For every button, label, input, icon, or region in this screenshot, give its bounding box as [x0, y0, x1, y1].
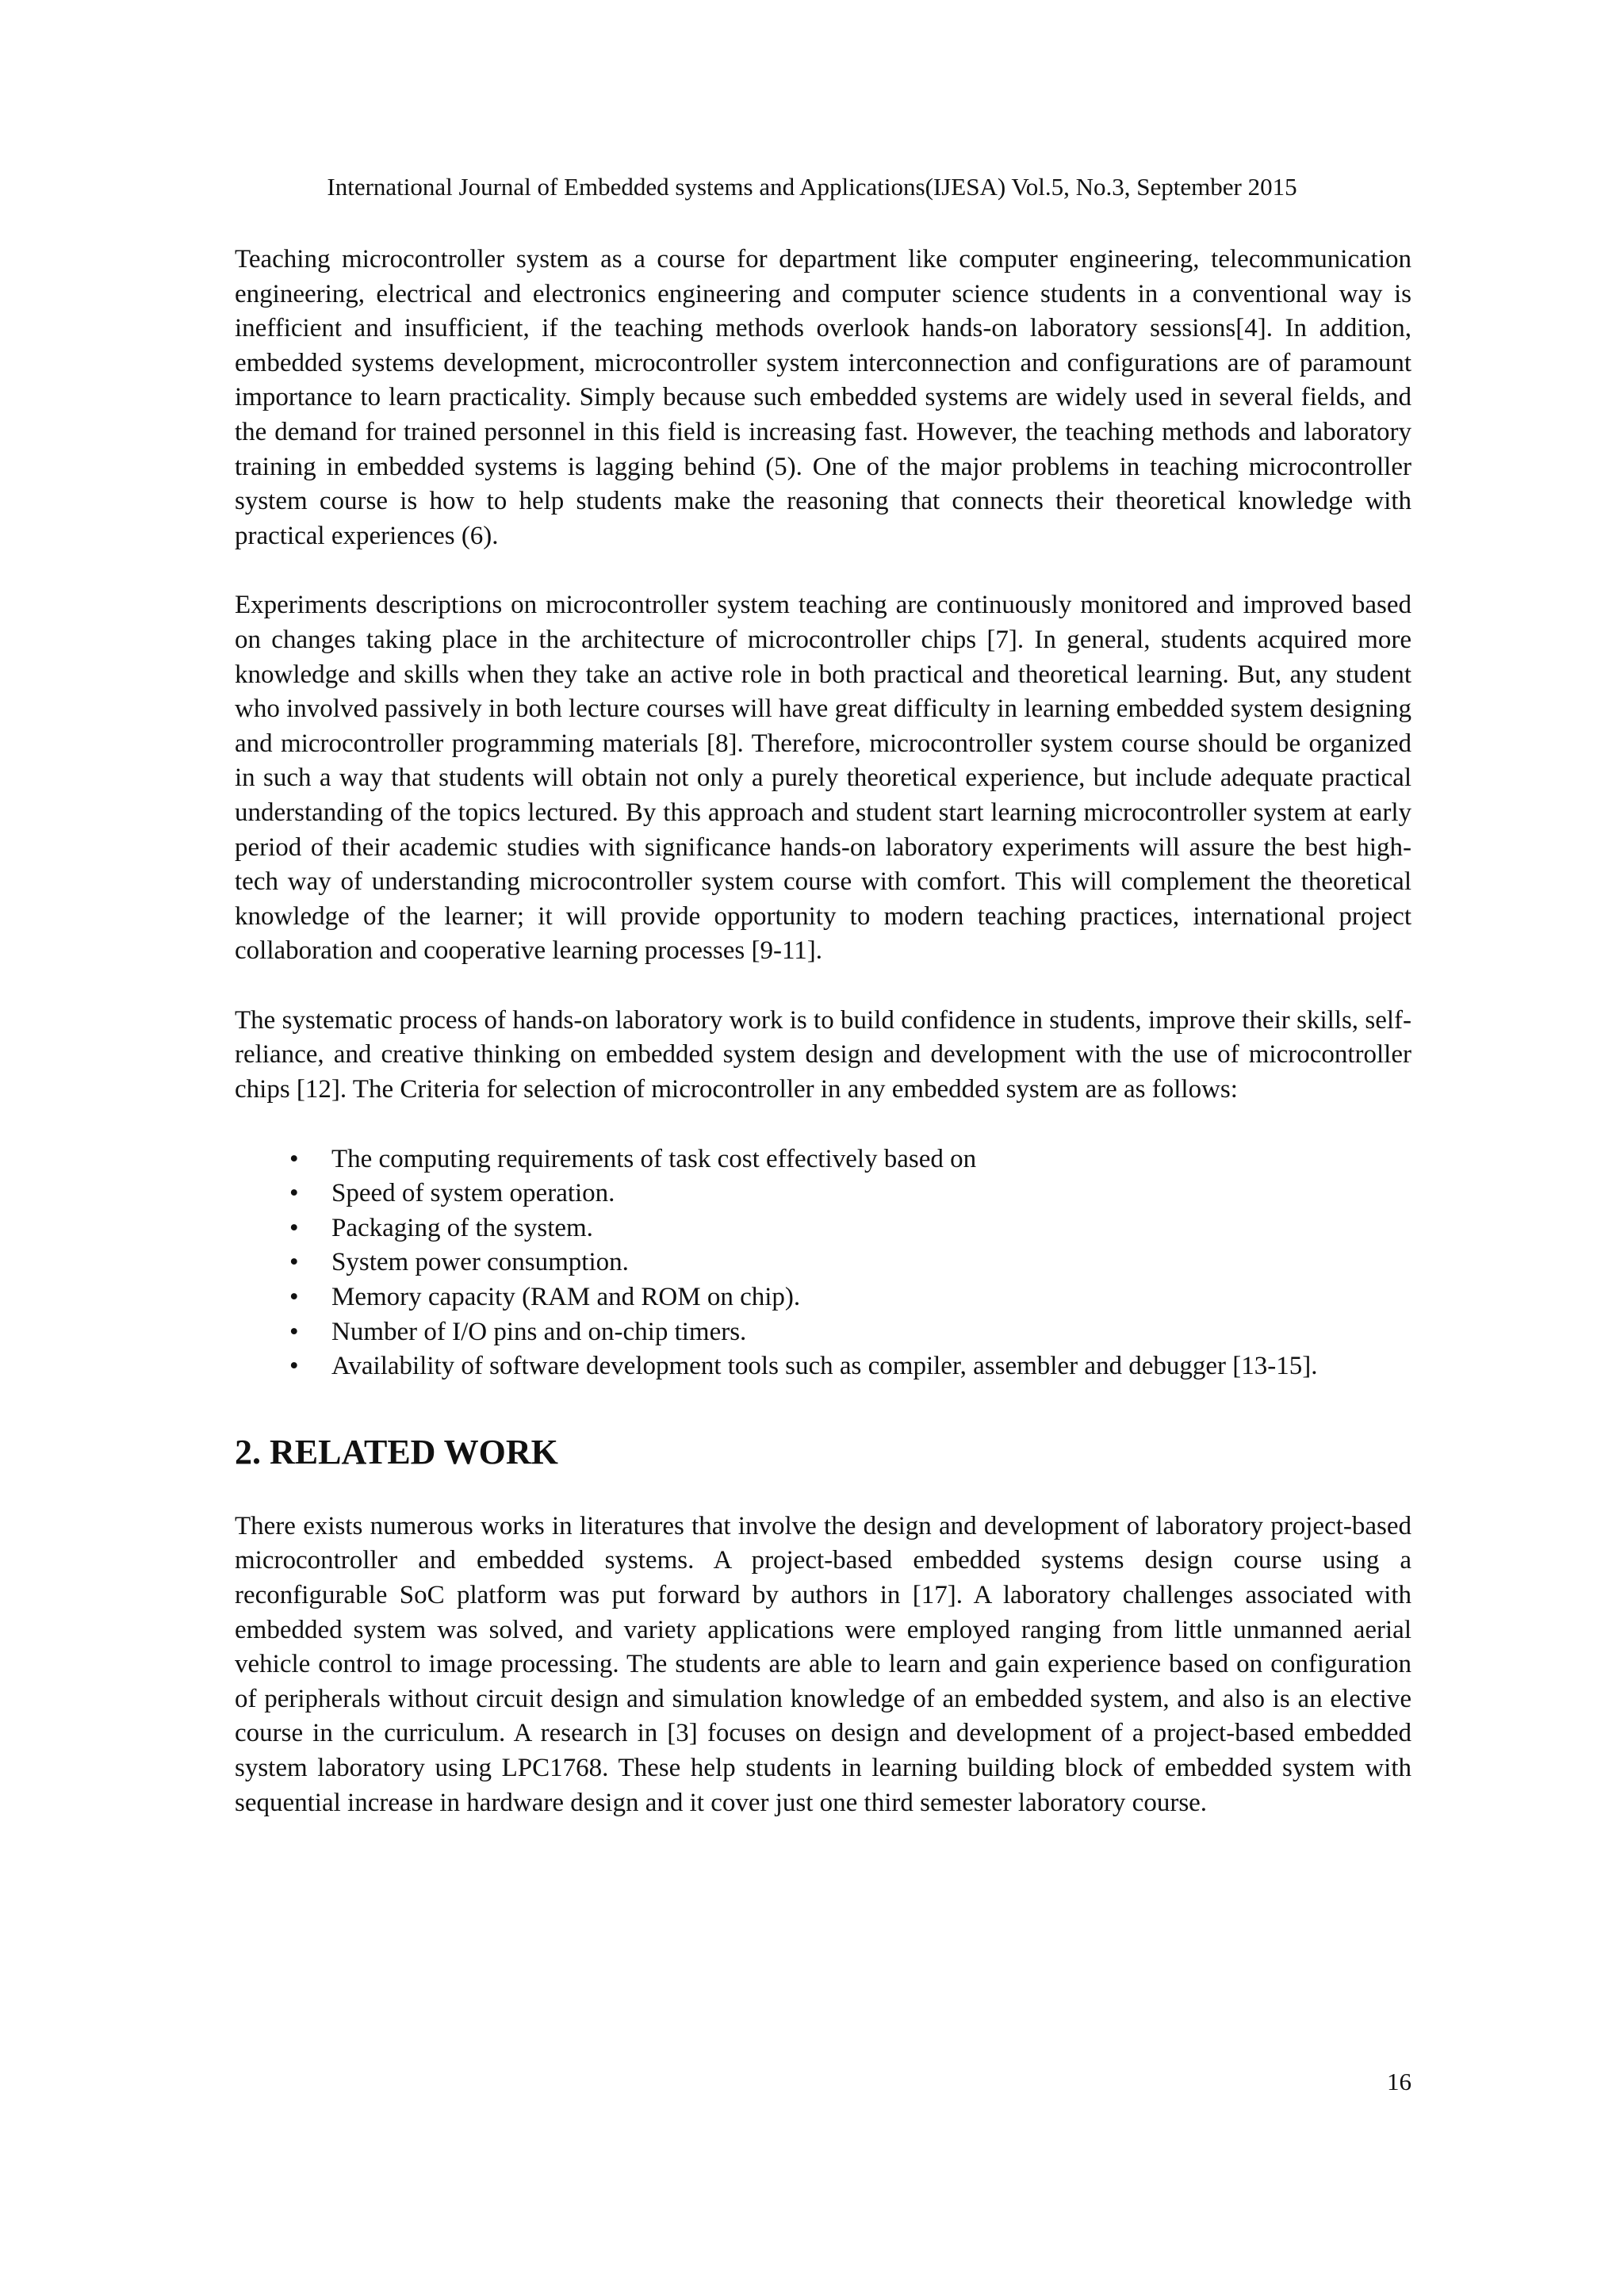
list-item [235, 1177, 1411, 1211]
bullet-icon: • [289, 1144, 299, 1173]
list-item [235, 1280, 1411, 1315]
list-item-text: Number of I/O pins and on-chip timers. [331, 1317, 747, 1346]
bullet-icon: • [289, 1317, 299, 1346]
list-item-text: Availability of software development tools such as compiler, assembler and debugger [13-15]. [331, 1352, 1318, 1381]
list-item [235, 1315, 1411, 1350]
list-item-text: Packaging of the system. [331, 1213, 593, 1242]
list-item [235, 1349, 1411, 1384]
list-item [235, 1142, 1411, 1177]
paragraph-intro: Teaching microcontroller system as a course for department like computer engineering, telecommunication engineering, electrical and electronics engineering and computer science students in a conventional way is inefficient and insufficient, if the teaching methods overlook hands-on laboratory sessions[4]. In addition, embedded systems development, microcontroller system interconnection and configurations are of paramount importance to learn practicality. Simply because such embedded systems are widely used in several fields, and the demand for trained personnel in this field is increasing fast. However, the teaching methods and laboratory training in embedded systems is lagging behind (5). One of the major problems in teaching microcontroller system course is how to help students make the reasoning that connects their theoretical knowledge with practical experiences (6). [235, 245, 1411, 550]
bullet-icon: • [289, 1283, 299, 1312]
page-number: 16 [1387, 2068, 1411, 2095]
list-item-text: System power consumption. [331, 1248, 629, 1277]
list-item-text: Memory capacity (RAM and ROM on chip). [331, 1283, 801, 1312]
bullet-icon: • [289, 1352, 299, 1381]
running-header: International Journal of Embedded systems and Applications(IJESA) Vol.5, No.3, September 2015 [327, 173, 1297, 201]
list-item-text: Speed of system operation. [331, 1179, 615, 1208]
list-item [235, 1246, 1411, 1280]
paragraph-related-work: There exists numerous works in literatures that involve the design and development of laboratory project-based microcontroller and embedded systems. A project-based embedded systems design course using a reconfigurable SoC platform was put forward by authors in [17]. A laboratory challenges associated with embedded system was solved, and variety applications were employed ranging from little unmanned aerial vehicle control to image processing. The students are able to learn and gain experience based on configuration of peripherals without circuit design and simulation knowledge of an embedded system, and also is an elective course in the curriculum. A research in [3] focuses on design and development of a project-based embedded system laboratory using LPC1768. These help students in learning building block of embedded system with sequential increase in hardware design and it cover just one third semester laboratory course. [235, 1511, 1411, 1817]
bullet-icon: • [289, 1248, 299, 1277]
page-body [235, 243, 1411, 1855]
bullet-icon: • [289, 1179, 299, 1208]
paragraph-experiments: Experiments descriptions on microcontroller system teaching are continuously monitored and improved based on changes taking place in the architecture of microcontroller chips [7]. In general, students acquired more knowledge and skills when they take an active role in both practical and theoretical learning. But, any student who involved passively in both lecture courses will have great difficulty in learning embedded system designing and microcontroller programming materials [8]. Therefore, microcontroller system course should be organized in such a way that students will obtain not only a purely theoretical experience, but include adequate practical understanding of the topics lectured. By this approach and student start learning microcontroller system at early period of their academic studies with significance hands-on laboratory experiments will assure the best high-tech way of understanding microcontroller system course with comfort. This will complement the theoretical knowledge of the learner; it will provide opportunity to modern teaching practices, international project collaboration and cooperative learning processes [9-11]. [235, 591, 1411, 966]
list-item [235, 1211, 1411, 1246]
section-heading: 2. RELATED WORK [235, 1432, 558, 1471]
list-item-text: The computing requirements of task cost effectively based on [331, 1144, 977, 1173]
criteria-bullet-list [235, 1142, 1411, 1384]
bullet-icon: • [289, 1213, 299, 1242]
paragraph-systematic-process: The systematic process of hands-on laboratory work is to build confidence in students, improve their skills, self-reliance, and creative thinking on embedded system design and development with the use of microcontroller chips [12]. The Criteria for selection of microcontroller in any embedded system are as follows: [235, 1005, 1411, 1104]
